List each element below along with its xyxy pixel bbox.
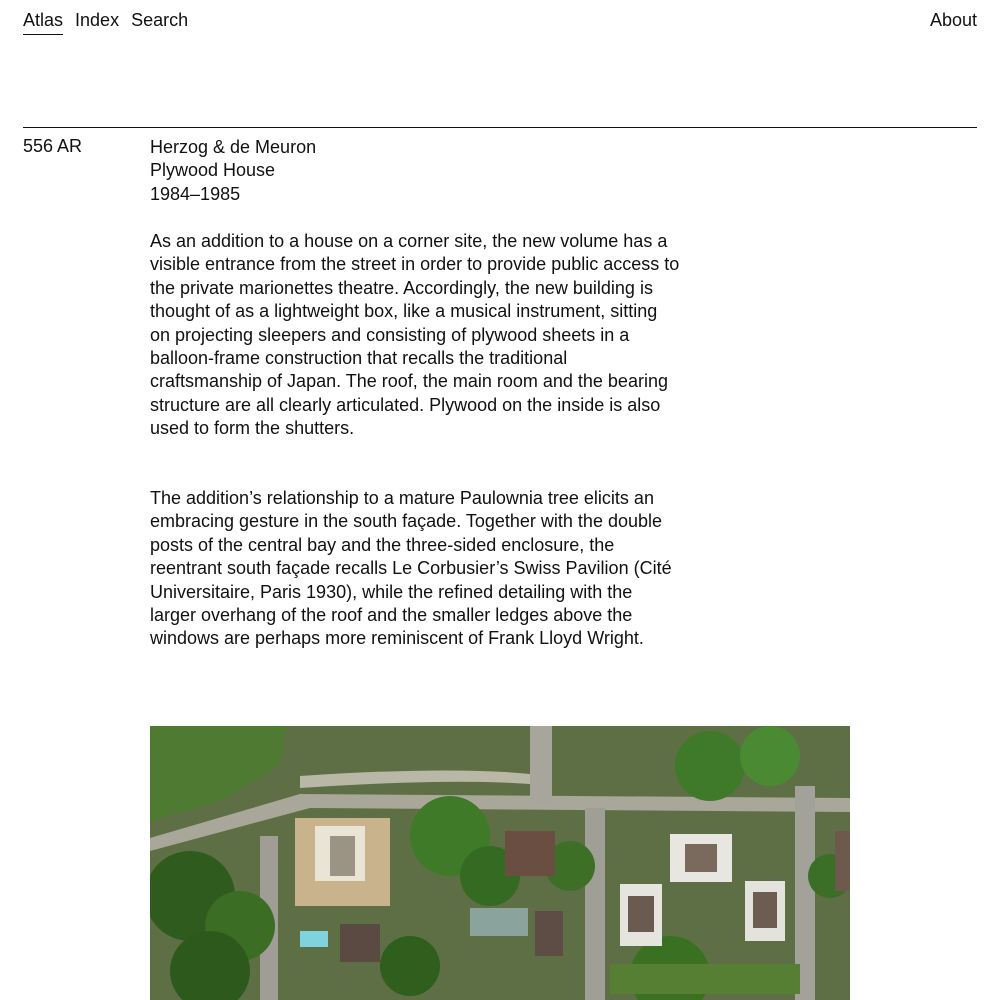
top-navigation	[23, 10, 977, 40]
aerial-photo	[150, 726, 850, 1000]
description-paragraph-1: As an addition to a house on a corner site, the new volume has a visible entrance from the street in order to provide public access to the private marionettes theatre. Accordingly, the new building is thought of as a lightweight box, like a musical instrument, sitting on projecting sleepers and consisting of plywood sheets in a balloon-frame construction that recalls the traditional craftsmanship of Japan. The roof, the main room and the bearing structure are all clearly articulated. Plywood on the inside is also used to form the shutters.	[150, 231, 680, 439]
divider	[23, 127, 977, 128]
entry-code: 556 AR	[23, 136, 83, 156]
architect-name: Herzog & de Meuron	[150, 137, 317, 157]
nav-link-about[interactable]: About	[929, 10, 977, 30]
aerial-photo-illustration	[150, 726, 850, 1000]
project-years: 1984–1985	[150, 183, 241, 204]
nav-link-atlas[interactable]: Atlas	[23, 10, 63, 35]
secondary-nav	[930, 10, 977, 31]
description-paragraph-2: The addition’s relationship to a mature Paulownia tree elicits an embracing gesture in the south façade. Together with the double posts of the central bay and the three-sided enclosure, the reentrant south façade recalls Le Corbusier’s Swiss Pavilion (Cité Universitaire, Paris 1930), while the refined detailing with the larger overhang of the roof and the smaller ledges above the windows are perhaps more reminiscent of Frank Lloyd Wright.	[150, 488, 672, 649]
project-title: Plywood House	[150, 160, 276, 181]
entry-meta	[150, 136, 316, 206]
main-nav	[23, 10, 200, 35]
nav-link-search[interactable]: Search	[131, 10, 189, 30]
nav-link-index[interactable]: Index	[75, 10, 120, 30]
